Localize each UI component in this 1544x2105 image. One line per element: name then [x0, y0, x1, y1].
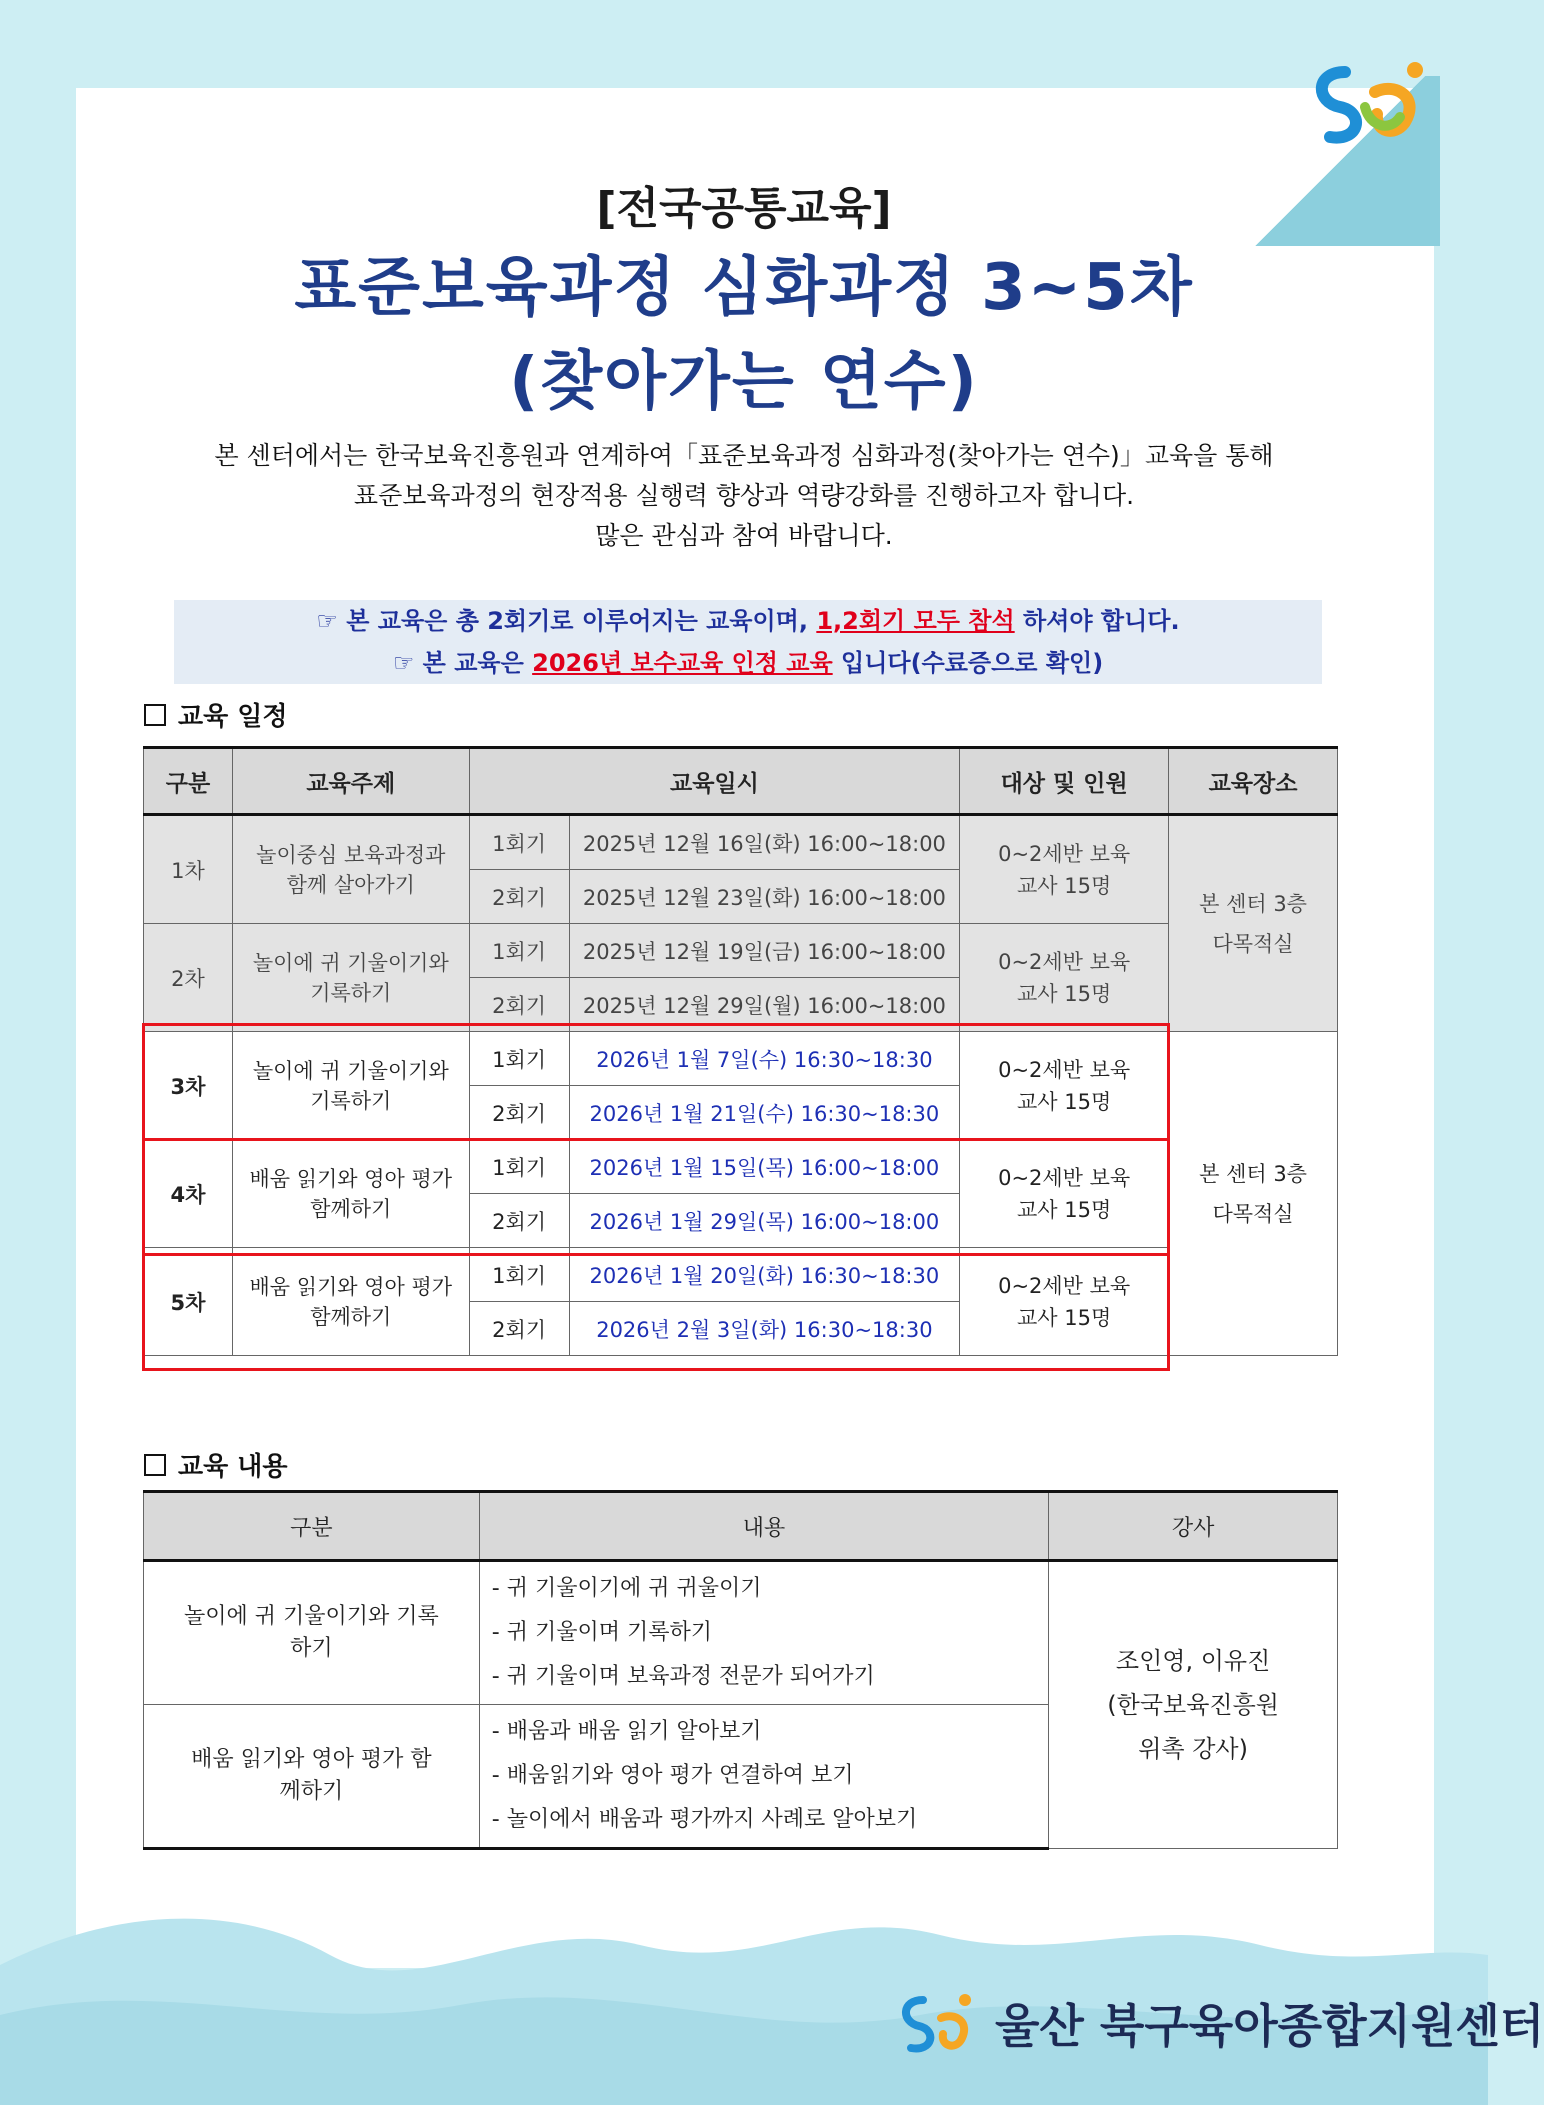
notice-text: ☞ 본 교육은 총 2회기로 이루어지는 교육이며,	[316, 607, 817, 635]
course-category: [전국공통교육]	[596, 183, 892, 234]
session-cell: 1회기	[469, 1032, 569, 1086]
list-item: - 놀이에서 배움과 평가까지 사례로 알아보기	[491, 1807, 918, 1832]
notice-line	[174, 600, 1322, 642]
notice-text: 입니다(수료증으로 확인)	[832, 649, 1104, 677]
date-cell: 2025년 12월 16일(화) 16:00~18:00	[569, 815, 960, 870]
intro-line: 본 센터에서는 한국보육진흥원과 연계하여「표준보육과정 심화과정(찾아가는 연수)」교육을 통해	[214, 441, 1274, 470]
list-item: - 귀 기울이며 기록하기	[491, 1620, 712, 1645]
round-cell: 4차	[144, 1140, 233, 1248]
session-cell: 1회기	[469, 1140, 569, 1194]
session-cell: 2회기	[469, 1086, 569, 1140]
instructor-line: (한국보육진흥원	[1107, 1691, 1279, 1719]
checkbox-square-icon	[144, 1454, 166, 1476]
instructor-cell	[1049, 1561, 1338, 1849]
target-cell: 0~2세반 보육교사 15명	[960, 924, 1169, 1032]
col-header: 교육장소	[1169, 748, 1338, 815]
topic-cell: 배움 읽기와 영아 평가 함께하기	[232, 1140, 469, 1248]
table-row	[144, 924, 1338, 978]
category-cell: 배움 읽기와 영아 평가 함께하기	[144, 1705, 480, 1849]
checkbox-square-icon	[144, 704, 166, 726]
notice-text: 하셔야 합니다.	[1014, 607, 1180, 635]
date-cell: 2026년 1월 20일(화) 16:30~18:30	[569, 1248, 960, 1302]
col-header: 대상 및 인원	[960, 748, 1169, 815]
notice-highlight: 2026년 보수교육 인정 교육	[532, 649, 833, 677]
content-table	[143, 1490, 1338, 1850]
list-item: - 배움읽기와 영아 평가 연결하여 보기	[491, 1763, 854, 1788]
table-row	[144, 815, 1338, 870]
target-cell: 0~2세반 보육교사 15명	[960, 1140, 1169, 1248]
round-cell: 5차	[144, 1248, 233, 1356]
col-header: 교육일시	[469, 748, 960, 815]
date-cell: 2026년 1월 7일(수) 16:30~18:30	[569, 1032, 960, 1086]
col-header: 강사	[1049, 1492, 1338, 1561]
section-content-heading	[144, 1446, 288, 1483]
target-cell: 0~2세반 보육교사 15명	[960, 1032, 1169, 1140]
date-cell: 2025년 12월 19일(금) 16:00~18:00	[569, 924, 960, 978]
place-cell: 본 센터 3층 다목적실	[1169, 815, 1338, 1032]
notice-box	[174, 600, 1322, 684]
page-title: 표준보육과정 심화과정 3~5차	[294, 251, 1194, 325]
wave-decoration	[0, 1845, 1488, 2105]
session-cell: 2회기	[469, 1194, 569, 1248]
section-schedule-heading	[144, 696, 288, 733]
col-header: 구분	[144, 1492, 480, 1561]
session-cell: 2회기	[469, 978, 569, 1032]
notice-text: ☞ 본 교육은	[392, 649, 533, 677]
session-cell: 1회기	[469, 815, 569, 870]
session-cell: 1회기	[469, 924, 569, 978]
topic-cell: 놀이에 귀 기울이기와 기록하기	[232, 924, 469, 1032]
section-title: 교육 내용	[178, 1452, 288, 1482]
list-item: - 귀 기울이며 보육과정 전문가 되어가기	[491, 1664, 875, 1689]
list-item: - 배움과 배움 읽기 알아보기	[491, 1719, 762, 1744]
highlight-box-round5	[142, 1253, 1170, 1371]
target-cell: 0~2세반 보육교사 15명	[960, 1248, 1169, 1356]
date-cell: 2026년 1월 21일(수) 16:30~18:30	[569, 1086, 960, 1140]
col-header: 내용	[479, 1492, 1048, 1561]
round-cell: 2차	[144, 924, 233, 1032]
round-cell: 1차	[144, 815, 233, 924]
target-cell: 0~2세반 보육교사 15명	[960, 815, 1169, 924]
section-title: 교육 일정	[178, 702, 288, 732]
organization-name: 울산 북구육아종합지원센터	[995, 1999, 1544, 2053]
date-cell: 2026년 2월 3일(화) 16:30~18:30	[569, 1302, 960, 1356]
instructor-line: 조인영, 이유진	[1115, 1647, 1271, 1675]
notice-line	[174, 642, 1322, 684]
page-title-sub: (찾아가는 연수)	[509, 345, 979, 419]
notice-highlight: 1,2회기 모두 참석	[816, 607, 1015, 635]
center-logo-icon	[1305, 52, 1435, 152]
table-row	[144, 1561, 1338, 1705]
date-cell: 2025년 12월 29일(월) 16:00~18:00	[569, 978, 960, 1032]
round-cell: 3차	[144, 1032, 233, 1140]
place-cell: 본 센터 3층 다목적실	[1169, 1032, 1338, 1356]
category-cell: 놀이에 귀 기울이기와 기록하기	[144, 1561, 480, 1705]
col-header: 구분	[144, 748, 233, 815]
highlight-box-round3	[142, 1023, 1170, 1141]
session-cell: 2회기	[469, 870, 569, 924]
col-header: 교육주제	[232, 748, 469, 815]
instructor-line: 위촉 강사)	[1138, 1735, 1248, 1763]
list-item: - 귀 기울이기에 귀 귀울이기	[491, 1576, 762, 1601]
date-cell: 2026년 1월 15일(목) 16:00~18:00	[569, 1140, 960, 1194]
session-cell: 2회기	[469, 1302, 569, 1356]
intro-line: 많은 관심과 참여 바랍니다.	[595, 521, 893, 550]
highlight-box-round4	[142, 1138, 1170, 1256]
date-cell: 2025년 12월 23일(화) 16:00~18:00	[569, 870, 960, 924]
topic-cell: 배움 읽기와 영아 평가 함께하기	[232, 1248, 469, 1356]
session-cell: 1회기	[469, 1248, 569, 1302]
topic-cell: 놀이에 귀 기울이기와 기록하기	[232, 1032, 469, 1140]
footer-logo-icon	[895, 1990, 975, 2060]
content-list	[479, 1705, 1048, 1849]
intro-line: 표준보육과정의 현장적용 실행력 향상과 역량강화를 진행하고자 합니다.	[353, 481, 1135, 510]
content-list	[479, 1561, 1048, 1705]
date-cell: 2026년 1월 29일(목) 16:00~18:00	[569, 1194, 960, 1248]
topic-cell: 놀이중심 보육과정과 함께 살아가기	[232, 815, 469, 924]
intro-text	[0, 436, 1488, 556]
